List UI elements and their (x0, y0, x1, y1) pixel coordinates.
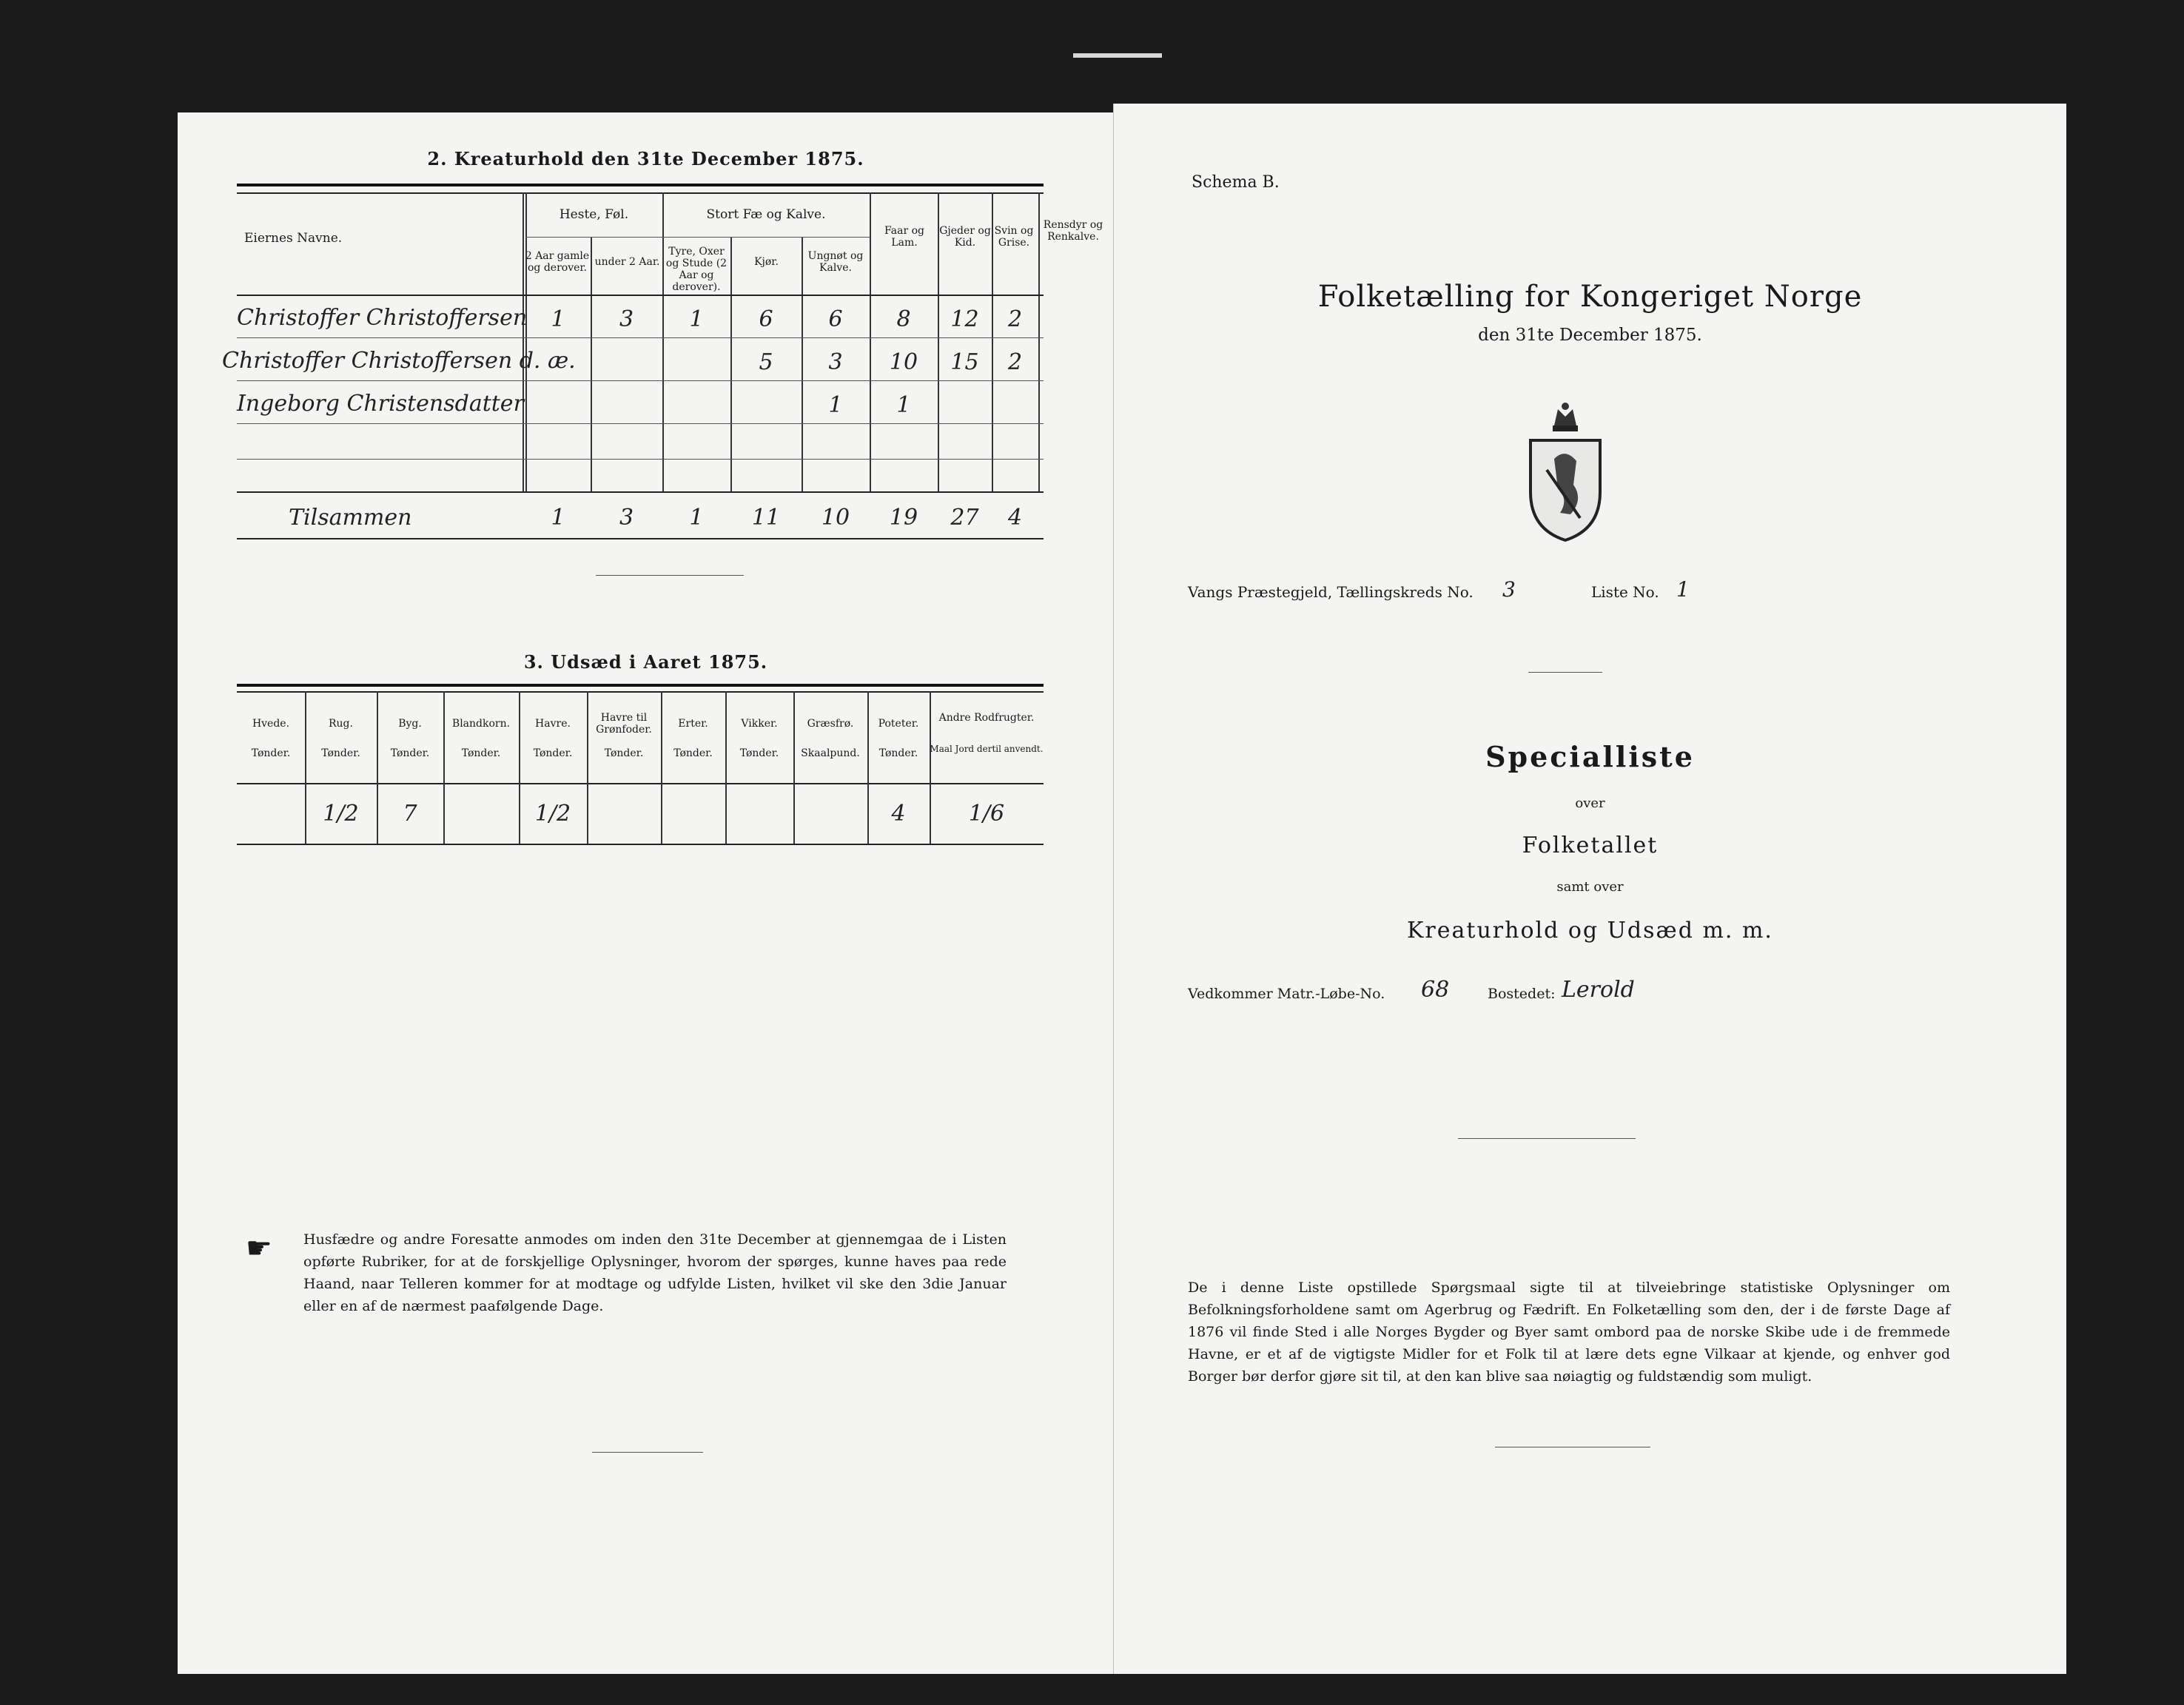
total-label: Tilsammen (289, 505, 412, 531)
udsaed-header: Byg. (398, 718, 422, 730)
udsaed-unit: Skaalpund. (801, 747, 860, 759)
faar-header: Faar og Lam. (884, 225, 924, 249)
cell-value: 10 (889, 349, 918, 375)
stort-a-header: Tyre, Oxer og Stude (2 Aar og derover). (665, 246, 728, 293)
udsaed-header: Hvede. (252, 718, 290, 730)
udsaed-header: Erter. (678, 718, 708, 730)
rule (237, 295, 1044, 296)
schema-label: Schema B. (1192, 173, 1280, 192)
stort-c-header: Ungnøt og Kalve. (807, 250, 864, 274)
col-rule (661, 691, 662, 844)
udsaed-unit: Tønder. (739, 747, 779, 759)
cell-value: 8 (896, 306, 911, 332)
cell-value: 1 (689, 306, 704, 332)
cell-value: 6 (828, 306, 843, 332)
owner-column-header: Eiernes Navne. (244, 231, 343, 246)
total-value: 19 (889, 505, 918, 531)
col-rule (1038, 192, 1040, 492)
rule (237, 184, 1044, 186)
cell-value: 1 (896, 392, 911, 418)
census-title: Folketælling for Kongeriget Norge (1317, 280, 1863, 314)
section-3-title: 3. Udsæd i Aaret 1875. (523, 651, 768, 673)
kreds-number: 3 (1502, 577, 1516, 602)
udsaed-value: 1/2 (534, 801, 571, 827)
owner-name: Ingeborg Christensdatter (237, 391, 524, 417)
total-value: 27 (950, 505, 979, 531)
samt-over-text: samt over (1556, 879, 1624, 895)
heste-header: Heste, Føl. (559, 207, 629, 222)
udsaed-header: Græsfrø. (807, 718, 854, 730)
total-value: 11 (751, 505, 781, 531)
cell-value: 2 (1007, 349, 1023, 375)
udsaed-unit: Tønder. (604, 747, 644, 759)
col-rule (523, 192, 524, 492)
col-rule (587, 691, 588, 844)
udsaed-unit: Tønder. (533, 747, 573, 759)
svin-header: Svin og Grise. (994, 225, 1034, 249)
total-value: 10 (821, 505, 850, 531)
udsaed-unit: Maal Jord dertil anvendt. (930, 744, 1044, 754)
udsaed-unit: Tønder. (673, 747, 713, 759)
total-value: 1 (689, 505, 704, 531)
col-rule (725, 691, 727, 844)
col-rule (938, 192, 939, 492)
parish-label: Vangs Præstegjeld, Tællingskreds No. (1188, 583, 1474, 601)
total-value: 1 (551, 505, 565, 531)
matr-label: Vedkommer Matr.-Løbe-No. (1188, 986, 1385, 1002)
udsaed-value: 7 (403, 801, 417, 827)
owner-name: Christoffer Christoffersen d. æ. (222, 348, 576, 374)
divider (1458, 1138, 1636, 1139)
notice-text: Husfædre og andre Foresatte anmodes om inden den 31te December at gjennemgaa de i Listen opførte Rubriker, for at de forskjellige Oplysninger, hvorom der spørges, kunne haves paa rede Haand, naar Telleren kommer for at modtage og udfylde Listen, hvilket vil ske den 3die Januar eller en af de nærmest paafølgende Dage. (303, 1231, 1007, 1314)
liste-label: Liste No. (1591, 583, 1659, 601)
udsaed-value: 4 (891, 801, 906, 827)
scan-marker (1073, 53, 1162, 58)
rensdyr-header: Rensdyr og Renkalve. (1043, 219, 1103, 243)
udsaed-header: Havre. (535, 718, 571, 730)
cell-value: 1 (551, 306, 565, 332)
cell-value: 2 (1007, 306, 1023, 332)
cell-value: 12 (950, 306, 979, 332)
cell-value: 3 (619, 306, 634, 332)
stort-b-header: Kjør. (754, 256, 779, 268)
divider (1528, 672, 1602, 673)
heste-a-header: 2 Aar gamle og derover. (525, 250, 590, 274)
over-text: over (1575, 796, 1605, 811)
rule (237, 844, 1044, 845)
cell-value: 1 (828, 392, 843, 418)
rule (237, 423, 1044, 424)
gjeder-header: Gjeder og Kid. (939, 225, 991, 249)
census-date: den 31te December 1875. (1478, 326, 1702, 345)
heste-b-header: under 2 Aar. (594, 256, 660, 268)
udsaed-unit: Tønder. (878, 747, 918, 759)
specialliste-heading: Specialliste (1485, 740, 1695, 773)
total-value: 3 (619, 505, 634, 531)
cell-value: 3 (828, 349, 843, 375)
divider (596, 575, 744, 576)
col-rule (591, 237, 592, 492)
rule (237, 783, 1044, 784)
udsaed-unit: Tønder. (251, 747, 291, 759)
udsaed-header: Poteter. (878, 718, 919, 730)
udsaed-unit: Tønder. (321, 747, 360, 759)
right-page (1114, 104, 2066, 1674)
udsaed-header: Havre til Grønfoder. (596, 712, 652, 736)
pointing-hand-icon: ☛ (246, 1231, 272, 1265)
coat-of-arms-icon (1525, 396, 1606, 544)
folketallet-text: Folketallet (1522, 833, 1659, 858)
rule (237, 684, 1044, 687)
divider (592, 1452, 703, 1453)
udsaed-value: 1/2 (323, 801, 359, 827)
udsaed-header: Blandkorn. (451, 718, 511, 730)
kreaturhold-text: Kreaturhold og Udsæd m. m. (1407, 918, 1773, 944)
total-value: 4 (1007, 505, 1023, 531)
rule (237, 192, 1044, 194)
section-2-title: 2. Kreaturhold den 31te December 1875. (427, 148, 864, 169)
rule (237, 491, 1044, 493)
rule (237, 691, 1044, 693)
left-page (178, 112, 1114, 1674)
udsaed-header: Vikker. (741, 718, 778, 730)
udsaed-value: 1/6 (968, 801, 1005, 827)
liste-number: 1 (1676, 577, 1690, 602)
rule (237, 380, 1044, 381)
udsaed-unit: Tønder. (390, 747, 430, 759)
owner-name: Christoffer Christoffersen (237, 305, 528, 331)
rule (237, 538, 1044, 539)
udsaed-header: Rug. (329, 718, 353, 730)
cell-value: 15 (950, 349, 979, 375)
col-rule (870, 192, 871, 492)
rule (237, 337, 1044, 338)
udsaed-header: Andre Rodfrugter. (938, 712, 1035, 724)
cell-value: 6 (759, 306, 773, 332)
col-rule (992, 192, 993, 492)
col-rule (793, 691, 795, 844)
bosted-value: Lerold (1562, 977, 1635, 1003)
stort-fae-header: Stort Fæ og Kalve. (706, 207, 826, 222)
rule (525, 237, 870, 238)
bosted-label: Bostedet: (1488, 986, 1556, 1002)
matr-number: 68 (1421, 977, 1450, 1003)
udsaed-unit: Tønder. (461, 747, 501, 759)
cell-value: 5 (759, 349, 773, 375)
col-rule (443, 691, 445, 844)
rule (237, 459, 1044, 460)
intro-text: De i denne Liste opstillede Spørgsmaal sigte til at tilveiebringe statistiske Oplysninger om Befolkningsforholdene samt om Agerbrug og Fædrift. En Folketælling som den, der i de første Dage af 1876 vil finde Sted i alle Norges Bygder og Byer samt ombord paa de norske Skibe ude i de fremmede Havne, er et af de vigtigste Midler for et Folk til at lære dets egne Vilkaar at kjende, og enhver god Borger bør derfor gjøre sit til, at den kan blive saa nøiagtig og fuldstændig som muligt. (1188, 1279, 1950, 1385)
